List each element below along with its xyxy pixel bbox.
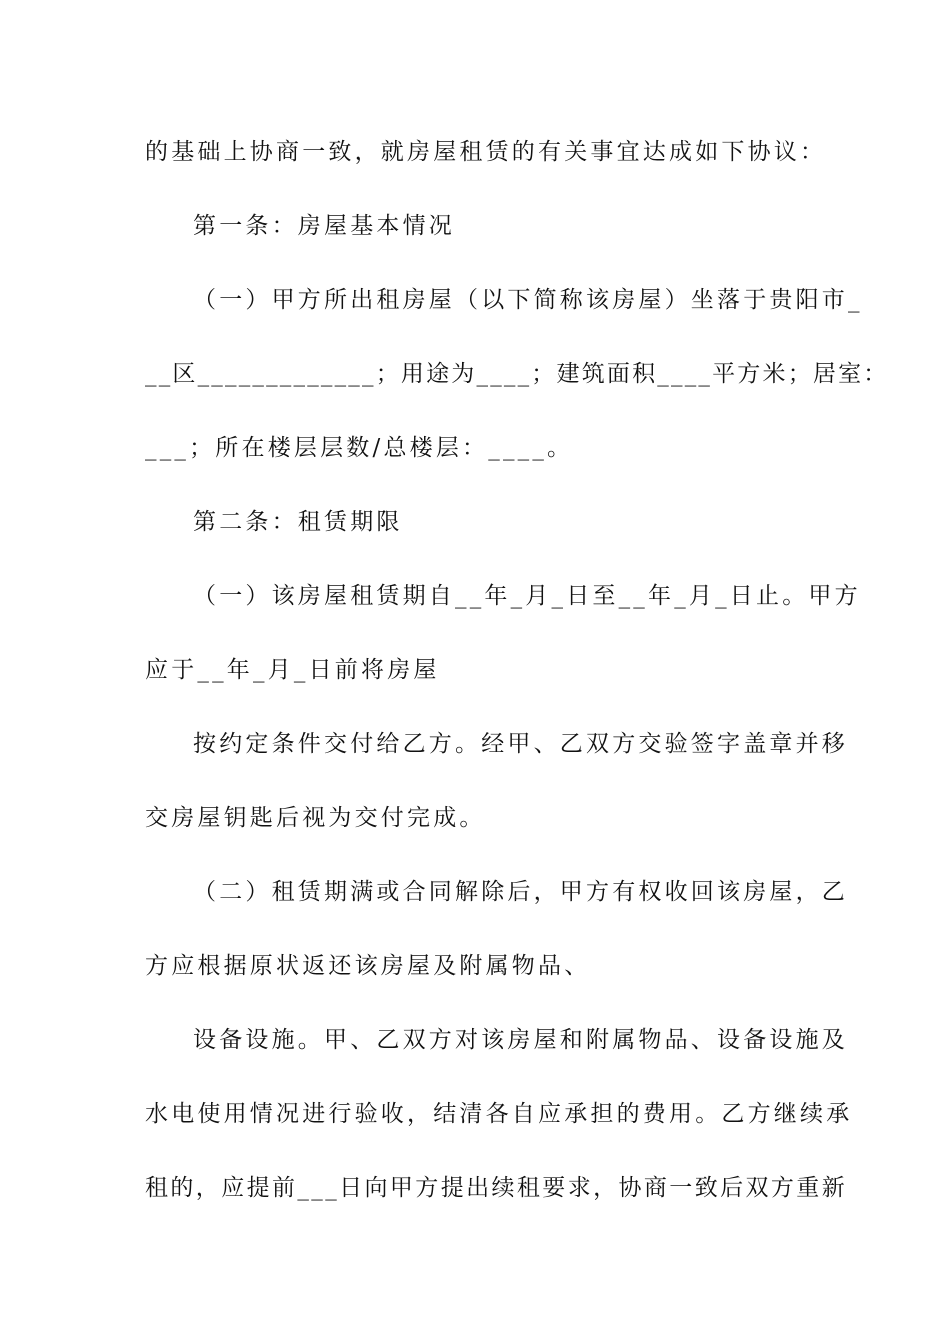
text-line: 方应根据原状返还该房屋及附属物品、 — [145, 953, 591, 979]
text-line: 交房屋钥匙后视为交付完成。 — [145, 805, 486, 831]
text-line: 按约定条件交付给乙方。经甲、乙双方交验签字盖章并移 — [193, 731, 848, 757]
article-heading: 第一条：房屋基本情况 — [193, 213, 455, 239]
text-line: 应于__年_月_日前将房屋 — [145, 657, 440, 683]
article-heading: 第二条：租赁期限 — [193, 509, 403, 535]
text-line: ___；所在楼层层数/总楼层：____。 — [145, 435, 574, 461]
text-line: 设备设施。甲、乙双方对该房屋和附属物品、设备设施及 — [193, 1027, 848, 1053]
text-line: （一）该房屋租赁期自__年_月_日至__年_月_日止。甲方 — [193, 583, 861, 609]
text-line: 的基础上协商一致，就房屋租赁的有关事宜达成如下协议： — [145, 139, 827, 165]
text-line: 租的，应提前___日向甲方提出续租要求，协商一致后双方重新 — [145, 1175, 848, 1201]
text-line: （一）甲方所出租房屋（以下简称该房屋）坐落于贵阳市_ — [193, 287, 863, 313]
text-line: 水电使用情况进行验收，结清各自应承担的费用。乙方继续承 — [145, 1101, 853, 1127]
text-line: （二）租赁期满或合同解除后，甲方有权收回该房屋，乙 — [193, 879, 848, 905]
text-line: __区_____________；用途为____；建筑面积____平方米；居室： — [145, 361, 889, 387]
